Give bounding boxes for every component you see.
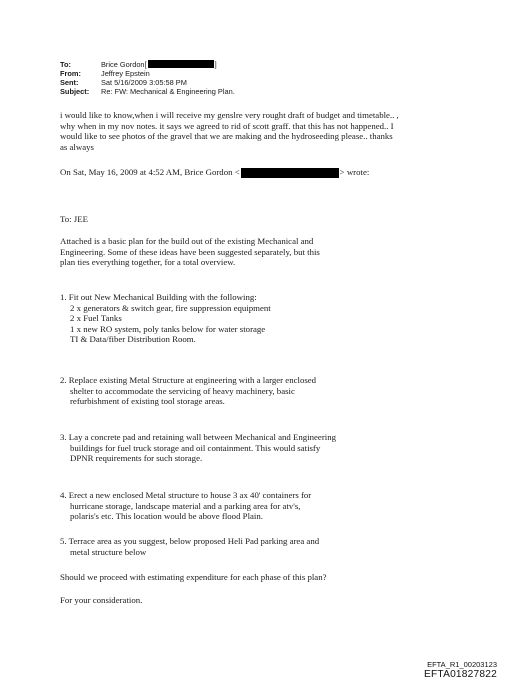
intro-paragraph — [60, 236, 490, 268]
plan-item-line: metal structure below — [70, 546, 147, 557]
intro-line: Engineering. Some of these ideas have been suggested separately, but this — [60, 246, 320, 257]
header-to-value: Brice Gordon[ — [101, 60, 147, 69]
closing-line: For your consideration. — [60, 595, 143, 605]
redaction-bar — [148, 60, 214, 68]
plan-item-line: 2 x Fuel Tanks — [70, 313, 122, 324]
plan-item-line: polaris's etc. This location would be above flood Plain. — [70, 511, 263, 522]
reply-line: i would like to know,when i will receive my genslre very rought draft of budget and timetable.. , — [60, 110, 399, 120]
email-header — [60, 60, 235, 96]
intro-line: plan ties everything together, for a total overview. — [60, 257, 236, 268]
plan-item-title: 1. Fit out New Mechanical Building with the following: — [60, 292, 257, 302]
forward-to-line: To: JEE — [60, 214, 88, 224]
plan-item-title: 4. Erect a new enclosed Metal structure to house 3 ax 40' containers for — [60, 490, 312, 500]
bates-number-secondary: EFTA01827822 — [423, 669, 497, 680]
header-sent-row — [60, 78, 235, 87]
plan-item-line: hurricane storage, landscape material and a parking area for atv's, — [70, 500, 301, 511]
header-sent-value: Sat 5/16/2009 3:05:58 PM — [101, 78, 187, 87]
plan-item-line: DPNR requirements for such storage. — [70, 453, 203, 464]
reply-line: why when in my nov notes. it says we agreed to rid of scott graff. that this has not happened.. I — [60, 120, 394, 131]
plan-item-3 — [60, 432, 490, 464]
quote-prefix: On Sat, May 16, 2009 at 4:52 AM, Brice Gordon < — [60, 167, 240, 177]
reply-line: as always — [60, 141, 94, 152]
intro-line: Attached is a basic plan for the build out of the existing Mechanical and — [60, 236, 314, 246]
plan-item-line: TI & Data/fiber Distribution Room. — [70, 334, 196, 345]
bates-number-primary: EFTA_R1_00203123 — [427, 660, 497, 669]
plan-item-line: buildings for fuel truck storage and oil containment. This would satisfy — [70, 442, 321, 453]
header-subject-value: Re: FW: Mechanical & Engineering Plan. — [101, 87, 235, 96]
header-subject-label: Subject: — [60, 87, 90, 96]
header-subject-row — [60, 87, 235, 96]
header-from-row — [60, 69, 235, 78]
redaction-bar — [241, 168, 339, 178]
reply-paragraph — [60, 110, 490, 152]
plan-item-5 — [60, 536, 490, 557]
header-to-row — [60, 60, 235, 69]
header-to-value-tail: ] — [214, 60, 217, 69]
header-from-label: From: — [60, 69, 81, 78]
quote-suffix: > wrote: — [339, 167, 370, 177]
plan-item-title: 3. Lay a concrete pad and retaining wall between Mechanical and Engineering — [60, 432, 337, 442]
header-sent-label: Sent: — [60, 78, 79, 87]
header-from-value: Jeffrey Epstein — [101, 69, 150, 78]
plan-item-2 — [60, 375, 490, 407]
plan-item-line: refurbishment of existing tool storage areas. — [70, 396, 225, 407]
plan-item-title: 2. Replace existing Metal Structure at engineering with a larger enclosed — [60, 375, 317, 385]
plan-item-title: 5. Terrace area as you suggest, below proposed Heli Pad parking area and — [60, 536, 320, 546]
plan-item-1 — [60, 292, 490, 345]
plan-item-line: 2 x generators & switch gear, fire suppression equipment — [70, 302, 271, 313]
quote-attribution — [60, 167, 490, 178]
plan-item-line: shelter to accommodate the servicing of heavy machinery, basic — [70, 385, 295, 396]
bates-stamp — [424, 660, 497, 681]
reply-line: would like to see photos of the gravel that we are making and the hydroseeding please.. thanks — [60, 131, 393, 142]
plan-item-line: 1 x new RO system, poly tanks below for water storage — [70, 323, 266, 334]
header-to-label: To: — [60, 60, 71, 69]
closing-question: Should we proceed with estimating expenditure for each phase of this plan? — [60, 572, 327, 582]
plan-item-4 — [60, 490, 490, 522]
